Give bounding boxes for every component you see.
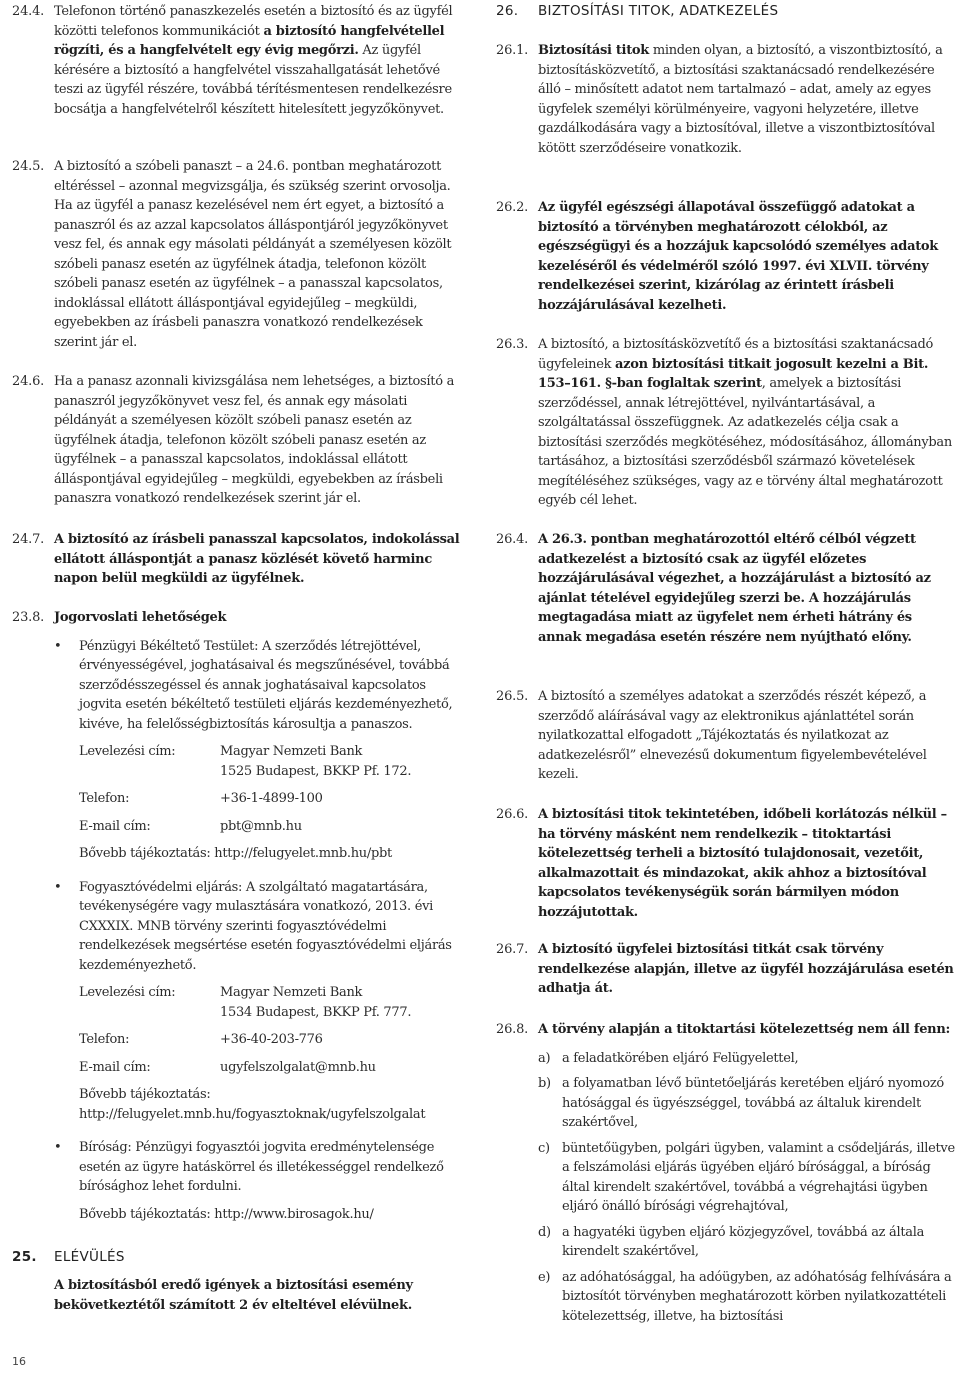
- section-number: 26.: [496, 3, 519, 19]
- section-26-4: [496, 530, 958, 647]
- bullet-item: [54, 878, 464, 1125]
- section-26-8: [496, 1020, 958, 1332]
- section-number: 26.1.: [496, 43, 529, 58]
- section-24-7: [12, 530, 464, 589]
- section-26-6: [496, 805, 958, 922]
- phone-value: +36-40-203-776: [220, 1032, 323, 1047]
- bullet-glyph: •: [54, 879, 62, 895]
- list-item: [538, 1223, 958, 1262]
- section-text: A biztosító az írásbeli panasszal kapcsolatos, indokolással ellátott álláspontját a panasz közlését követő harminc napon belül megküldi az ügyfélnek.: [54, 532, 460, 586]
- section-number: 26.5.: [496, 689, 529, 704]
- section-26-1: [496, 41, 958, 158]
- section-number: 26.4.: [496, 532, 529, 547]
- address-label: Levelezési cím:: [79, 985, 176, 1000]
- section-26-2: [496, 198, 958, 315]
- more-info: Bővebb tájékoztatás: http://www.birosagok.hu/: [79, 1206, 374, 1222]
- bullet-text: Fogyasztóvédelmi eljárás: A szolgáltató magatartására, tevékenységére vagy mulasztására vonatkozó, 2013. évi CXXXIX. MNB törvény szerinti fogyasztóvédelmi rendelkezések megsértése esetén fogyasztóvédelmi eljárás kezdeményezhető.: [79, 879, 452, 973]
- section-25-body: [12, 1276, 464, 1315]
- section-text: Ha a panasz azonnali kivizsgálása nem lehetséges, a biztosító a panaszról jegyzőkönyvet vesz fel, és annak egy másolati példányát a személyesen közölt szóbeli panasz esetén az ügyfélnek átadja, telefonon közölt szóbeli panasz esetén az ügyfélnek – a panasszal kapcsolatos, indoklással ellátott álláspontjával egyidejűleg – megküldi, egyebekben az írásbeli panaszra vonatkozó rendelkezések szerint jár el.: [54, 374, 455, 506]
- list-letter: e): [538, 1269, 551, 1285]
- more-info-link[interactable]: http://felugyelet.mnb.hu/fogyasztoknak/ugyfelszolgalat: [79, 1106, 426, 1122]
- section-number: 23.8.: [12, 610, 45, 625]
- list-letter: b): [538, 1076, 551, 1091]
- list-text: a feladatkörében eljáró Felügyelettel,: [562, 1050, 799, 1066]
- list-item: [538, 1049, 958, 1069]
- section-text: Telefonon történő panaszkezelés esetén a biztosító és az ügyfél közötti telefonos kommunikációt a biztosító hangfelvétellel rögzíti, és a hangfelvételt egy évig megőrzi. Az ügyfél kérésére a biztosító a hangfelvétel visszahallgatását lehetővé teszi az ügyfél részére, továbbá térítésmentesen rendelkezésre bocsátja a hangfelvételről készített hitelesített jegyzőkönyvet.: [54, 4, 453, 117]
- section-text: Biztosítási titok minden olyan, a biztosító, a viszontbiztosító, a biztosításközvetítő, a biztosítási szaktanácsadó rendelkezésére álló – minősített adatot nem tartalmazó – adat, amely az egyes ügyfelek személyi körülményeire, vagyoni helyzetére, illetve gazdálkodására vagy a biztosítóval, illetve a viszontbiztosítóval kötött szerződéseire vonatkozik.: [538, 43, 943, 156]
- section-24-4: [12, 2, 464, 119]
- page-number: 16: [12, 1355, 26, 1368]
- section-heading: ELÉVÜLÉS: [54, 1249, 125, 1265]
- section-number: 26.6.: [496, 807, 529, 822]
- section-number: 24.6.: [12, 374, 45, 389]
- section-26-5: [496, 687, 958, 785]
- section-number: 24.7.: [12, 532, 45, 547]
- bullet-glyph: •: [54, 638, 62, 654]
- list-text: a folyamatban lévő büntetőeljárás keretében eljáró nyomozó hatósággal és ügyészséggel, továbbá az általuk kirendelt szakértővel,: [562, 1076, 944, 1130]
- list-letter: c): [538, 1140, 550, 1156]
- email-label: E-mail cím:: [79, 818, 151, 834]
- section-26-3: [496, 335, 958, 511]
- section-text: Az ügyfél egészségi állapotával összefüggő adatokat a biztosító a törvényben meghatározott célokból, az egészségügyi és a hozzájuk kapcsolódó személyes adatok kezeléséről és védelméről szóló 1997. évi XLVII. törvény rendelkezései szerint, kizárólag az érintett írásbeli hozzájárulásával kezelheti.: [538, 200, 938, 313]
- section-text: A biztosító, a biztosításközvetítő és a biztosítási szaktanácsadó ügyfeleinek azon biztosítási titkait jogosult kezelni a Bit. 153–161. §-ban foglaltak szerint, amelyek a biztosítási szerződéssel, annak létrejöttével, nyilvántartásával, a szolgáltatással összefüggnek. Az adatkezelés célja csak a biztosítási szerződés megkötéséhez, módosításához, állományban tartásához, a biztosítási szerződésből származó követelések megítéléséhez szükséges, vagy az e törvény által meghatározott egyéb cél lehet.: [538, 337, 952, 508]
- section-26: [496, 2, 958, 22]
- list-item: [538, 1139, 958, 1217]
- section-25: [12, 1248, 464, 1268]
- list-letter: d): [538, 1224, 551, 1240]
- more-info: Bővebb tájékoztatás: http://felugyelet.mnb.hu/pbt: [79, 846, 392, 861]
- bullet-item: [54, 637, 464, 864]
- section-text: A biztosításból eredő igények a biztosítási esemény bekövetkeztétől számított 2 év elteltével elévülnek.: [54, 1278, 413, 1313]
- list-letter: a): [538, 1050, 551, 1066]
- section-title: Jogorvoslati lehetőségek: [54, 610, 227, 625]
- section-number: 25.: [12, 1249, 37, 1265]
- section-24-6: [12, 372, 464, 509]
- list-item: [538, 1074, 958, 1133]
- section-text: A biztosító a szóbeli panaszt – a 24.6. pontban meghatározott eltéréssel – azonnal megvizsgálja, és szükség szerint orvosolja. Ha az ügyfél a panasz kezelésével nem ért egyet, a biztosító a panaszról és az azzal kapcsolatos álláspontjáról jegyzőkönyvet vesz fel, és annak egy másolati példányát a személyesen közölt szóbeli panasz esetén az ügyfélnek átadja, telefonon közölt szóbeli panasz esetén az ügyfélnek – a panasszal kapcsolatos, indoklással ellátott álláspontjával egyidejűleg – megküldi, egyebekben az írásbeli panaszra vonatkozó rendelkezések szerint jár el.: [54, 159, 452, 350]
- address-label: Levelezési cím:: [79, 744, 176, 759]
- bullet-glyph: •: [54, 1140, 62, 1155]
- section-body: [538, 1020, 958, 1332]
- phone-label: Telefon:: [79, 1032, 130, 1047]
- section-body: [54, 608, 464, 1224]
- list-item: [538, 1268, 958, 1327]
- contact-block: [79, 742, 464, 781]
- more-info-label: Bővebb tájékoztatás:: [79, 1087, 211, 1102]
- section-number: 26.7.: [496, 942, 529, 957]
- address-value: Magyar Nemzeti Bank 1525 Budapest, BKKP Pf. 172.: [220, 744, 412, 779]
- contact-block: [79, 983, 464, 1022]
- bullet-item: [54, 1138, 464, 1224]
- section-24-5: [12, 157, 464, 352]
- address-value: Magyar Nemzeti Bank 1534 Budapest, BKKP Pf. 777.: [220, 985, 412, 1020]
- section-title: A törvény alapján a titoktartási kötelezettség nem áll fenn:: [538, 1022, 950, 1037]
- list-text: büntetőügyben, polgári ügyben, valamint a csődeljárás, illetve a felszámolási eljárás ügyében eljáró bírósággal, a bíróság által kirendelt szakértővel, továbbá a végrehajtási ügyben eljáró önálló bírósági végrehajtóval,: [562, 1140, 955, 1214]
- section-text: A biztosító ügyfelei biztosítási titkát csak törvény rendelkezése alapján, illetve az ügyfél hozzájárulása esetén adhatja át.: [538, 942, 954, 996]
- section-23-8: [12, 608, 464, 1224]
- email-value: pbt@mnb.hu: [220, 818, 302, 834]
- section-number: 26.8.: [496, 1022, 529, 1037]
- section-heading: BIZTOSÍTÁSI TITOK, ADATKEZELÉS: [538, 3, 779, 19]
- section-26-7: [496, 940, 958, 999]
- section-text: A biztosítási titok tekintetében, időbeli korlátozás nélkül – ha törvény másként nem rendelkezik – titoktartási kötelezettség terheli a biztosító tulajdonosait, vezetőit, alkalmazottait és mindazokat, akik ahhoz a biztosítóval kapcsolatos tevékenységük során bármilyen módon hozzájutottak.: [538, 807, 947, 920]
- bullet-text: Bíróság: Pénzügyi fogyasztói jogvita eredménytelensége esetén az ügyre hatáskörrel és illetékességgel rendelkező bírósághoz lehet fordulni.: [79, 1140, 444, 1194]
- section-text: A biztosító a személyes adatokat a szerződés részét képező, a szerződő aláírásával vagy az elektronikus ajánlattétel során nyilatkozattal elfogadott „Tájékoztatás és nyilatkozat az adatkezelésről” elnevezésű dokumentum figyelembevételével kezeli.: [538, 689, 927, 782]
- section-number: 26.2.: [496, 200, 529, 215]
- email-value: ugyfelszolgalat@mnb.hu: [220, 1059, 376, 1075]
- section-text: A 26.3. pontban meghatározottól eltérő célból végzett adatkezelést a biztosító csak az ügyfél előzetes hozzájárulásával végezhet, a hozzájárulást a biztosító az ajánlat tételével egyidejűleg szerzi be. A hozzájárulás megtagadása miatt az ügyfelet nem érheti hátrány és annak megadása esetén részére nem nyújtható előny.: [538, 532, 931, 645]
- phone-label: Telefon:: [79, 791, 130, 806]
- section-number: 24.4.: [12, 4, 45, 19]
- section-number: 26.3.: [496, 337, 529, 352]
- list-text: az adóhatósággal, ha adóügyben, az adóhatóság felhívására a biztosítót törvényben meghatározott körben nyilatkozattételi kötelezettség, illetve, ha biztosítási: [562, 1269, 952, 1324]
- email-label: E-mail cím:: [79, 1059, 151, 1075]
- section-number: 24.5.: [12, 159, 45, 174]
- bullet-text: Pénzügyi Békéltető Testület: A szerződés létrejöttével, érvényességével, joghatásaival és megszűnésével, továbbá szerződésszegéssel és annak joghatásaival kapcsolatos jogvita esetén békéltető testületi eljárás kezdeményezhető, kivéve, ha felelősségbiztosítás károsultja a panaszos.: [79, 638, 453, 732]
- phone-value: +36-1-4899-100: [220, 791, 323, 806]
- list-text: a hagyatéki ügyben eljáró közjegyzővel, továbbá az általa kirendelt szakértővel,: [562, 1224, 925, 1259]
